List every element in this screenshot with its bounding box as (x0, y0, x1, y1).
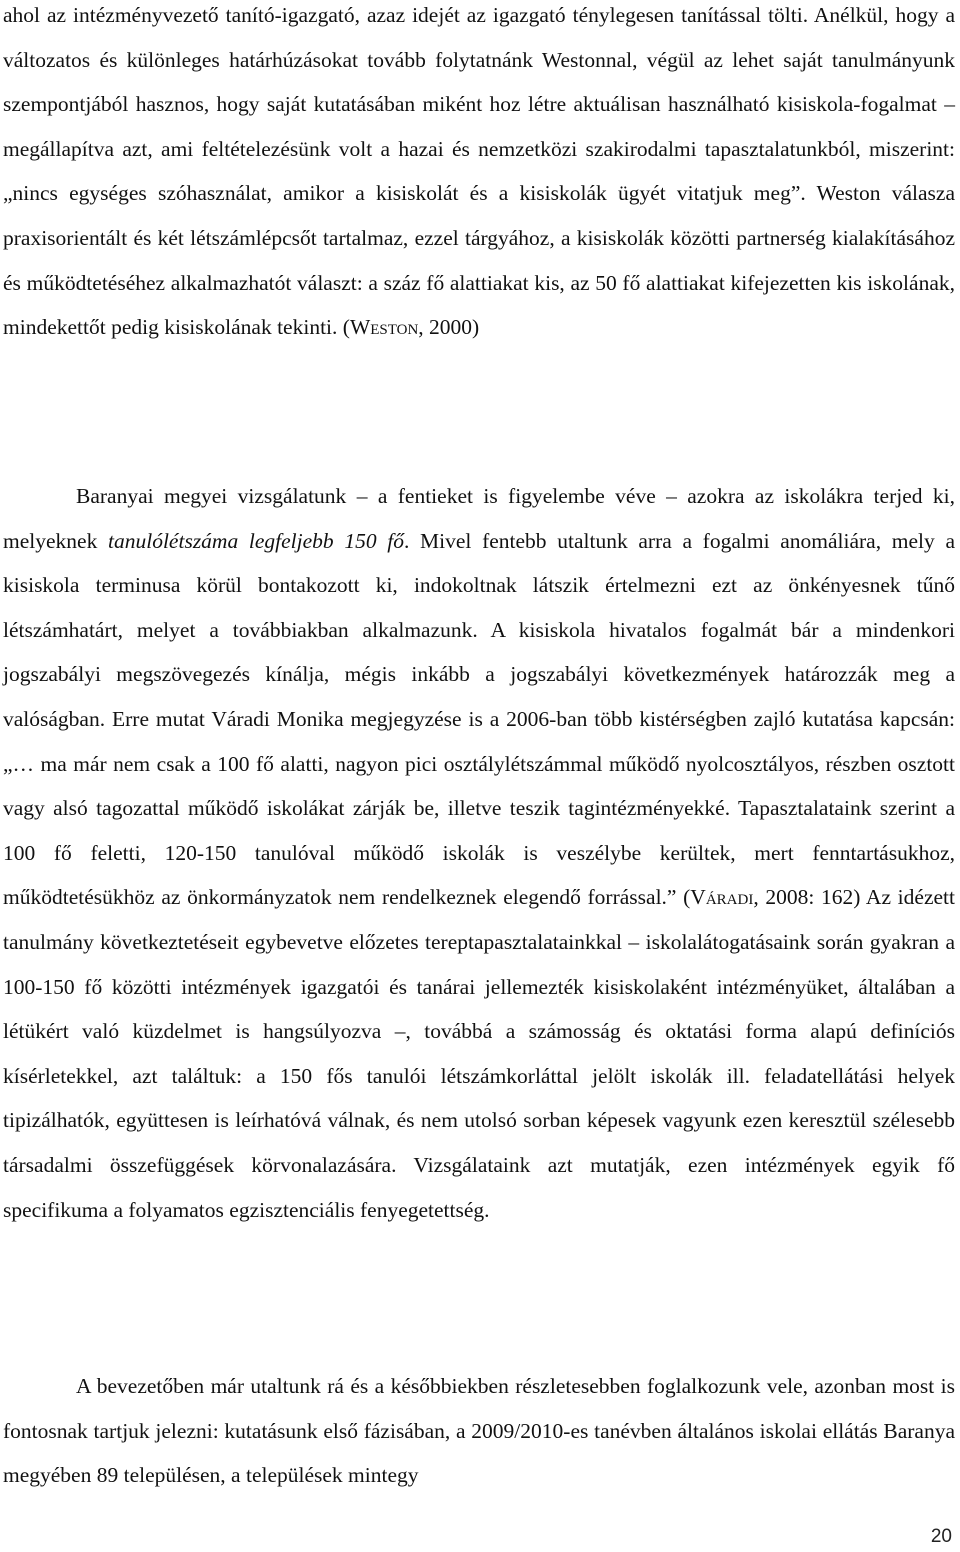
paragraph-weston (3, 0, 955, 350)
citation-author: Váradi (690, 885, 754, 910)
page-number: 20 (930, 1526, 952, 1547)
paragraph-text: . Mivel fentebb utaltunk arra a fogalmi anomáliára, mely a kisiskola terminusa körül bontakozott ki, indokoltnak látszik értelmezni ezt az önkényesnek tűnő létszámhatárt, melyet a továbbiakban alkalmazunk. A kisiskola hivatalos fogalmát bár a mindenkori jogszabályi megszövegezés kínálja, mégis inkább a jogszabályi következmények határozzák meg a valóságban. Erre mutat Váradi Monika megjegyzése is a 2006-ban több kistérségben zajló kutatása kapcsán: „… ma már nem csak a 100 fő alatti, nagyon pici osztálylétszámmal működő nyolcosztályos, részben osztott vagy alsó tagozattal működő iskolákat zárják be, illetve teszik tagintézményekké. Tapasztalataink szerint a 100 fő feletti, 120-150 tanulóval működő iskolák is veszélybe kerültek, mert fenntartásukhoz, működtetésükhöz az önkormányzatok nem rendelkeznek elegendő forrással.” ( (3, 528, 955, 910)
citation-author: Weston (349, 315, 419, 340)
paragraph-baranya-survey (3, 474, 955, 1232)
paragraph-text: A bevezetőben már utaltunk rá és a későbbiekben részletesebben foglalkozunk vele, azonban most is fontosnak tartjuk jelezni: kutatásunk első fázisában, a 2009/2010-es tanévben általános iskolai ellátás Baranya megyében 89 településen, a települések mintegy (3, 1374, 955, 1488)
paragraph-text: ahol az intézményvezető tanító-igazgató, azaz idejét az igazgató ténylegesen tanítással tölti. Anélkül, hogy a változatos és különleges határhúzásokat tovább folytatnánk Westonnal, végül az lehet saját tanulmányunk szempontjából hasznos, hogy saját kutatásában miként hoz létre aktuálisan használható kisiskola-fogalmat – megállapítva azt, ami feltételezésünk volt a hazai és nemzetközi szakirodalmi tapasztalatunkból, miszerint: „nincs egységes szóhasználat, amikor a kisiskolát és a kisiskolák ügyét vitatjuk meg”. Weston válasza praxisorientált és két létszámlépcsőt tartalmaz, ezzel tárgyához, a kisiskolák közötti partnerség kialakításához és működtetéséhez alkalmazhatót választ: a száz fő alattiakat kis, az 50 fő alattiakat kifejezetten kis iskolának, mindekettőt pedig kisiskolának tekinti. ( (3, 3, 955, 340)
citation-year: , 2000) (418, 315, 480, 340)
paragraph-introduction-reference (3, 1364, 955, 1498)
emphasized-text: tanulólétszáma legfeljebb 150 fő (108, 528, 404, 553)
paragraph-text: Baranyai megyei vizsgálatunk – a fentieket is figyelembe véve – azokra az iskolákra terjed ki, melyeknek (3, 484, 955, 553)
paragraph-text: , 2008: 162) Az idézett tanulmány következtetéseit egybevetve előzetes tereptapasztalatainkkal – iskolalátogatásaink során gyakran a 100-150 fő közötti intézmények igazgatói és tanárai jellemezték kisiskolaként intézményüket, általában a létükért való küzdelmet is hangsúlyozva –, továbbá a számosság és oktatási forma alapú definíciós kísérletekkel, azt találtuk: a 150 fős tanulói létszámkorláttal jelölt iskolák ill. feladatellátási helyek tipizálhatók, együttesen is leírhatóvá válnak, és nem utolsó sorban képesek vagyunk ezen keresztül szélesebb társadalmi összefüggések körvonalazására. Vizsgálataink azt mutatják, ezen intézmények egyik fő specifikuma a folyamatos egzisztenciális fenyegetettség. (3, 885, 955, 1222)
